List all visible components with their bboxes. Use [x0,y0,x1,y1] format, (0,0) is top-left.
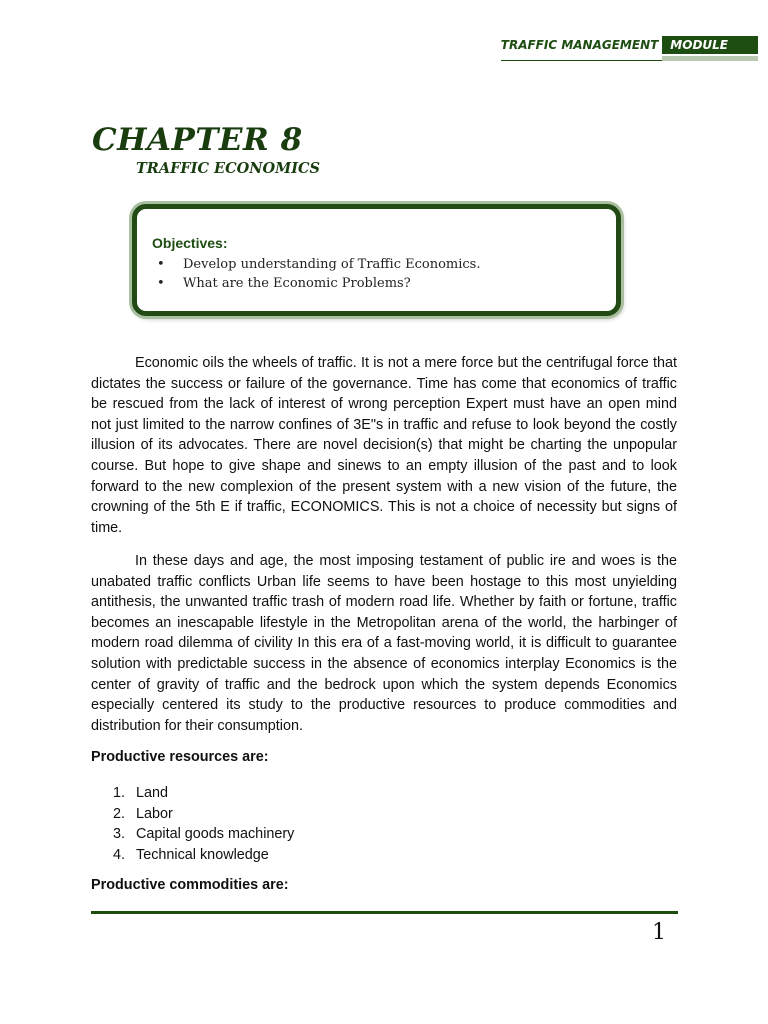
list-item [113,824,294,845]
objectives-box [132,204,621,316]
header-module-shadow [662,56,758,61]
list-number: 4. [113,846,126,863]
page-number: 1 [652,920,666,945]
page-header [501,36,758,61]
header-title: TRAFFIC MANAGEMENT [501,36,663,61]
list-item-text: Labor [136,805,173,822]
list-number: 1. [113,785,126,801]
list-item [113,783,294,804]
list-item [113,845,294,866]
header-module-label: MODULE [662,36,758,54]
list-number: 3. [113,826,126,843]
list-item-text: Technical knowledge [136,846,269,863]
bullet-icon: • [157,276,165,291]
list-item [113,804,294,825]
objective-text: Develop understanding of Traffic Economics. [183,257,481,272]
objectives-list [157,255,480,293]
productive-resources-heading: Productive resources are: [91,749,269,765]
header-module-block [662,36,758,61]
objectives-label: Objectives: [152,235,228,251]
chapter-subtitle: TRAFFIC ECONOMICS [136,160,321,177]
body-paragraph-1: Economic oils the wheels of traffic. It is not a mere force but the centrifugal force that dictates the success or failure of the governance. Time has come that economics of traffic be rescued from the lack of interest of wrong perception Expert must have an open mind not just limited to the narrow confines of 3E"s in traffic and refuse to look beyond the costly illusion of its advocates. There are novel decision(s) that might be charting the unpopular course. But hope to give shape and sinews to an empty illusion of the past and to look forward to the new complexion of the present system with a new vision of the future, the crowning of the 5th E if traffic, ECONOMICS. This is not a choice of necessity but signs of time. [91,355,677,536]
bullet-icon: • [157,257,165,272]
list-item-text: Capital goods machinery [136,826,295,843]
list-item-text: Land [136,785,169,801]
objective-item [157,255,480,274]
productive-resources-list [113,783,294,865]
productive-commodities-heading: Productive commodities are: [91,877,289,893]
chapter-title: CHAPTER 8 [92,122,303,158]
body-paragraph-2: In these days and age, the most imposing testament of public ire and woes is the unabated traffic conflicts Urban life seems to have been hostage to this most unyielding antithesis, the unwanted traffic trash of modern road life. Whether by faith or fortune, traffic becomes an inescapable lifestyle in the Metropolitan arena of the world, the harbinger of modern road dilemma of civility In this era of a fast-moving world, it is difficult to guarantee solution with predictable success in the absence of economics interplay Economics is the center of gravity of traffic and the bedrock upon which the system depends Economics especially centered its study to the productive resources to produce commodities and distribution for their consumption. [91,553,677,734]
list-number: 2. [113,805,126,822]
objective-item [157,274,480,293]
footer-divider [91,911,678,914]
objective-text: What are the Economic Problems? [183,276,411,291]
